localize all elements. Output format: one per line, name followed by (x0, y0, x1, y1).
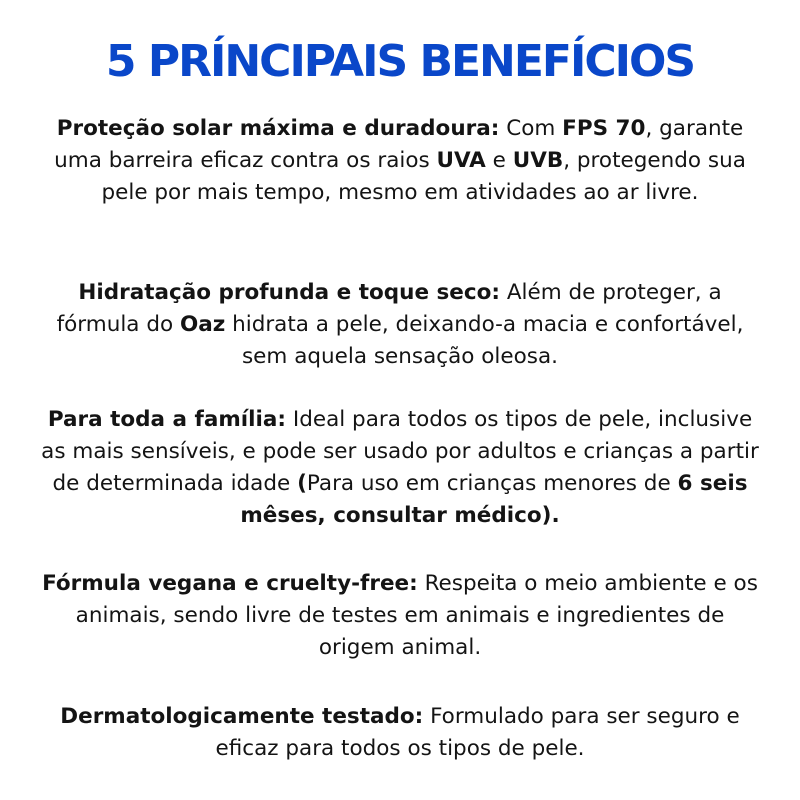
benefit-text: hidrata a pele, deixando-a macia e confortável, sem aquela sensação oleosa. (225, 312, 744, 369)
benefit-dermatological (40, 701, 760, 765)
benefit-highlight-warning: 6 seis mêses, consultar médico). (240, 471, 748, 528)
benefit-heading: Para toda a família: (47, 407, 287, 432)
benefit-text: Respeita o meio ambiente e os animais, sendo livre de testes em animais e ingredientes de origem animal. (75, 571, 758, 660)
benefit-highlight-brand: Oaz (179, 312, 226, 337)
benefit-heading: Proteção solar máxima e duradoura: (56, 116, 500, 141)
benefit-vegan (40, 568, 760, 664)
benefit-highlight-uvb: UVB (512, 148, 564, 173)
page-title: 5 PRÍNCIPAIS BENEFÍCIOS (105, 36, 695, 87)
benefit-highlight-fps: FPS 70 (562, 116, 646, 141)
benefit-text: Para uso em crianças menores de (306, 471, 678, 496)
benefit-paren: ( (297, 471, 307, 496)
benefit-heading: Fórmula vegana e cruelty-free: (42, 571, 418, 596)
benefit-heading: Hidratação profunda e toque seco: (78, 280, 501, 305)
benefit-text: Além de proteger, a fórmula do (56, 280, 722, 337)
benefit-hydration (40, 277, 760, 373)
benefit-sun-protection (40, 113, 760, 209)
benefit-text: e (485, 148, 513, 173)
benefit-highlight-uva: UVA (436, 148, 486, 173)
benefit-text: Com (499, 116, 563, 141)
benefit-text: , protegendo sua pele por mais tempo, mesmo em atividades ao ar livre. (101, 148, 746, 205)
benefit-text: Formulado para ser seguro e eficaz para todos os tipos de pele. (215, 704, 740, 761)
benefit-heading: Dermatologicamente testado: (60, 704, 424, 729)
benefit-text: , garante uma barreira eficaz contra os raios (54, 116, 744, 173)
benefit-family (40, 404, 760, 532)
benefit-text: Ideal para todos os tipos de pele, inclusive as mais sensíveis, e pode ser usado por adultos e crianças a partir de determinada idade (41, 407, 759, 496)
